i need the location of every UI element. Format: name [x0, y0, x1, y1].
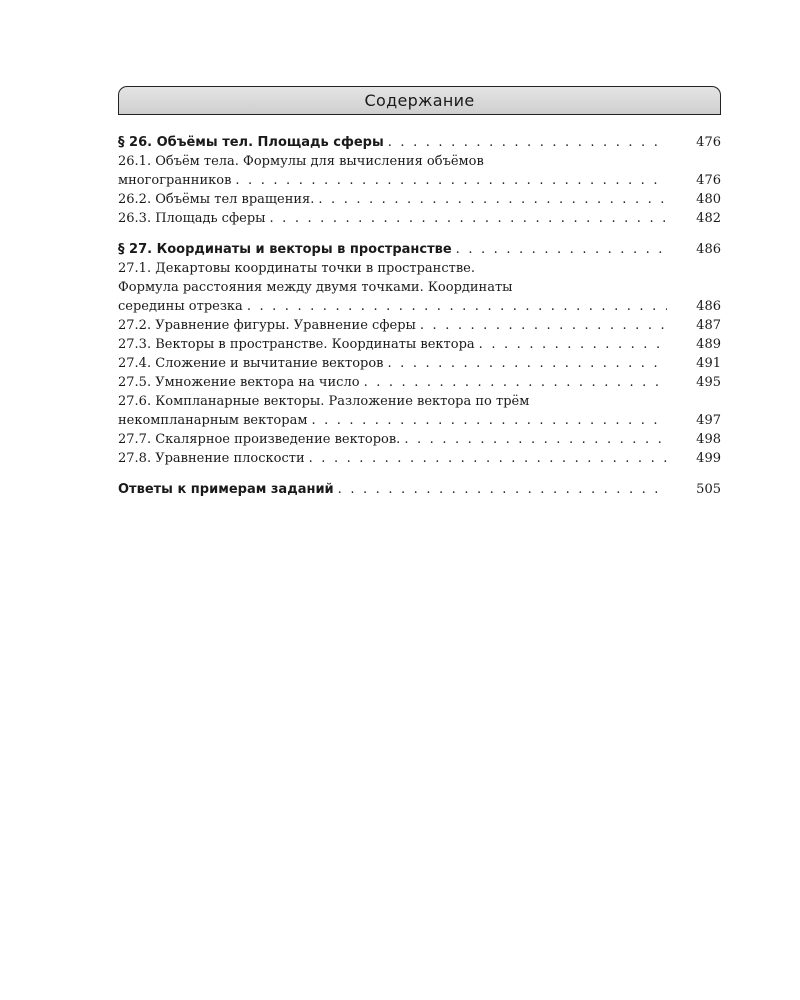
toc-entry-27-3[interactable]	[118, 335, 721, 354]
toc-page-number: 505	[696, 482, 721, 497]
dot-leader	[420, 316, 667, 335]
toc-page-number: 482	[696, 211, 721, 226]
toc-page-number: 491	[696, 356, 721, 371]
toc-page-number: 486	[696, 299, 721, 314]
dot-leader	[309, 449, 667, 468]
dot-leader	[388, 133, 667, 152]
toc-entry-answers[interactable]	[118, 480, 721, 499]
toc-page-number: 498	[696, 432, 721, 447]
toc-entry-title-line1: 27.1. Декартовы координаты точки в пространстве.	[118, 261, 475, 276]
dot-leader	[235, 171, 667, 190]
toc-entry-title-line2: многогранников	[118, 173, 232, 188]
toc-entry-26-3[interactable]	[118, 209, 721, 228]
dot-leader	[364, 373, 667, 392]
toc-entry-s27[interactable]	[118, 240, 721, 259]
contents-header	[118, 86, 721, 114]
toc-entry-title-line1: 27.6. Компланарные векторы. Разложение вектора по трём	[118, 394, 530, 409]
toc-entry-title-line1: 26.1. Объём тела. Формулы для вычисления объёмов	[118, 154, 484, 169]
dot-leader	[479, 335, 667, 354]
toc-entry-title: 26.3. Площадь сферы	[118, 211, 266, 226]
toc-entry-title: 27.4. Сложение и вычитание векторов	[118, 356, 384, 371]
dot-leader	[311, 411, 667, 430]
toc-section-26	[118, 133, 721, 228]
toc-entry-s26[interactable]	[118, 133, 721, 152]
toc-entry-27-7[interactable]	[118, 430, 721, 449]
dot-leader	[404, 430, 667, 449]
contents-title: Содержание	[364, 91, 475, 110]
toc-entry-27-8[interactable]	[118, 449, 721, 468]
toc-page-number: 480	[696, 192, 721, 207]
toc-page-number: 476	[696, 135, 721, 150]
toc-entry-26-1[interactable]	[118, 152, 721, 190]
toc-entry-27-4[interactable]	[118, 354, 721, 373]
toc-entry-title: Ответы к примерам заданий	[118, 482, 334, 497]
toc-page-number: 497	[696, 413, 721, 428]
toc-entry-title: § 26. Объёмы тел. Площадь сферы	[118, 135, 384, 150]
toc-entry-title: 27.2. Уравнение фигуры. Уравнение сферы	[118, 318, 416, 333]
toc-page-number: 486	[696, 242, 721, 257]
toc-section-27	[118, 240, 721, 468]
toc-entry-title-line2: Формула расстояния между двумя точками. Координаты	[118, 280, 513, 295]
toc-entry-27-6[interactable]	[118, 392, 721, 430]
dot-leader	[456, 240, 667, 259]
toc-entry-title: 27.8. Уравнение плоскости	[118, 451, 305, 466]
table-of-contents	[118, 133, 721, 511]
dot-leader	[247, 297, 667, 316]
toc-entry-27-2[interactable]	[118, 316, 721, 335]
toc-entry-title: 27.7. Скалярное произведение векторов.	[118, 432, 401, 447]
toc-entry-title: 26.2. Объёмы тел вращения.	[118, 192, 315, 207]
toc-entry-title: § 27. Координаты и векторы в пространстве	[118, 242, 452, 257]
toc-entry-title-line3: середины отрезка	[118, 299, 243, 314]
dot-leader	[338, 480, 667, 499]
toc-page-number: 489	[696, 337, 721, 352]
header-divider	[118, 114, 721, 115]
toc-page-number: 495	[696, 375, 721, 390]
dot-leader	[388, 354, 668, 373]
toc-page-number: 499	[696, 451, 721, 466]
toc-section-answers	[118, 480, 721, 499]
toc-entry-title-line2: некомпланарным векторам	[118, 413, 308, 428]
toc-entry-title: 27.5. Умножение вектора на число	[118, 375, 360, 390]
toc-entry-title: 27.3. Векторы в пространстве. Координаты вектора	[118, 337, 475, 352]
dot-leader	[318, 190, 667, 209]
toc-entry-26-2[interactable]	[118, 190, 721, 209]
toc-entry-27-5[interactable]	[118, 373, 721, 392]
toc-entry-27-1[interactable]	[118, 259, 721, 316]
toc-page-number: 487	[696, 318, 721, 333]
toc-page-number: 476	[696, 173, 721, 188]
dot-leader	[270, 209, 667, 228]
